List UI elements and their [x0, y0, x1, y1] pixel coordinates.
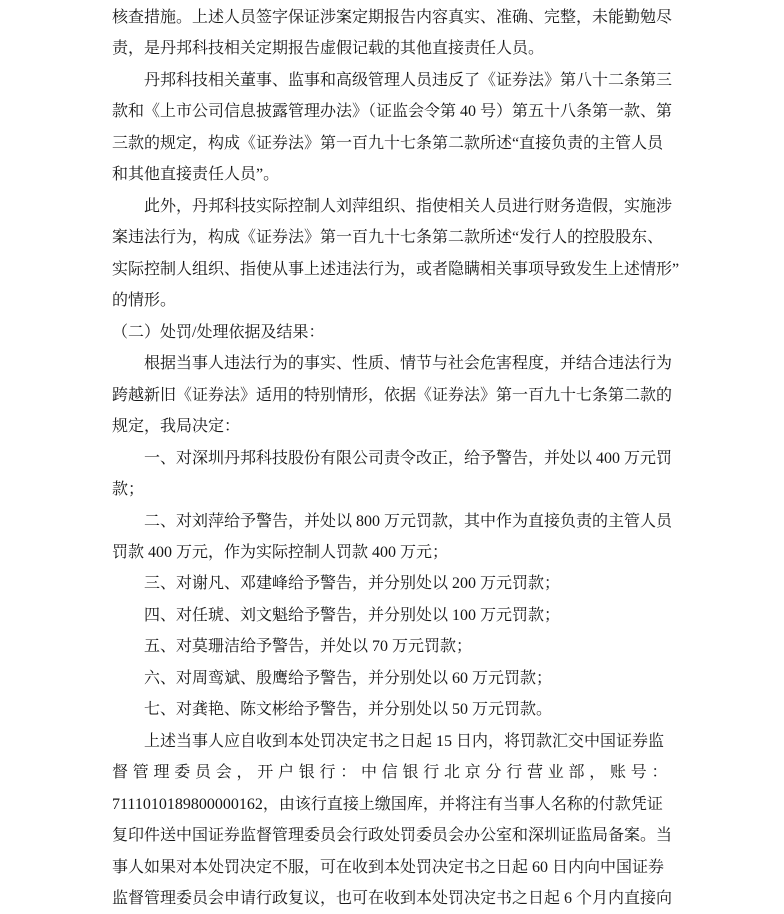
document-line: 和其他直接责任人员”。 [112, 166, 280, 184]
document-line: 核查措施。上述人员签字保证涉案定期报告内容真实、准确、完整，未能勤勉尽 [112, 9, 673, 26]
document-line: 监督管理委员会申请行政复议，也可在收到本处罚决定书之日起 6 个月内直接向 [112, 890, 673, 908]
document-line: 上述当事人应自收到本处罚决定书之日起 15 日内，将罚款汇交中国证券监 [144, 732, 665, 750]
document-line: 案违法行为，构成《证券法》第一百九十七条第二款所述“发行人的控股股东、 [112, 229, 664, 247]
document-line: 督管理委员会，开户银行：中信银行北京分行营业部，账号： [112, 764, 673, 782]
document-line: 复印件送中国证券监督管理委员会行政处罚委员会办公室和深圳证监局备案。当 [112, 827, 673, 845]
document-line: 此外，丹邦科技实际控制人刘萍组织、指使相关人员进行财务造假，实施涉 [144, 197, 673, 215]
penalty-item-line: 款； [112, 481, 145, 499]
document-line: 跨越新旧《证券法》适用的特别情形，依据《证券法》第一百九十七条第二款的 [112, 386, 673, 404]
document-line: 款和《上市公司信息披露管理办法》（证监会令第 40 号）第五十八条第一款、第 [112, 103, 673, 121]
penalty-item-line: 三、对谢凡、邓建峰给予警告，并分别处以 200 万元罚款； [144, 575, 561, 593]
penalty-item-line: 六、对周鸾斌、殷鹰给予警告，并分别处以 60 万元罚款； [144, 669, 553, 687]
penalty-item-line: 四、对任琥、刘文魁给予警告，并分别处以 100 万元罚款； [144, 606, 561, 624]
penalty-item-line: 七、对龚艳、陈文彬给予警告，并分别处以 50 万元罚款。 [144, 701, 553, 719]
penalty-item-line: 二、对刘萍给予警告，并处以 800 万元罚款，其中作为直接负责的主管人员 [144, 512, 673, 530]
document-line: 根据当事人违法行为的事实、性质、情节与社会危害程度，并结合违法行为 [144, 355, 673, 373]
bank-account-line: 7111010189800000162，由该行直接上缴国库，并将注有当事人名称的付款凭证 [112, 795, 663, 813]
penalty-item-line: 罚款 400 万元，作为实际控制人罚款 400 万元； [112, 543, 449, 561]
document-line: 的情形。 [112, 292, 177, 310]
document-line: 丹邦科技相关董事、监事和高级管理人员违反了《证券法》第八十二条第三 [144, 71, 673, 89]
penalty-item-line: 一、对深圳丹邦科技股份有限公司责令改正，给予警告，并处以 400 万元罚 [144, 449, 673, 467]
penalty-item-line: 五、对莫珊洁给予警告，并处以 70 万元罚款； [144, 638, 473, 656]
document-line: 三款的规定，构成《证券法》第一百九十七条第二款所述“直接负责的主管人员 [112, 134, 664, 152]
document-line: 规定，我局决定： [112, 418, 241, 436]
document-line: 事人如果对本处罚决定不服，可在收到本处罚决定书之日起 60 日内向中国证券 [112, 858, 665, 876]
document-line: 实际控制人组织、指使从事上述违法行为，或者隐瞒相关事项导致发生上述情形” [112, 260, 680, 278]
document-line: 责，是丹邦科技相关定期报告虚假记载的其他直接责任人员。 [112, 40, 545, 58]
section-heading: （二）处罚/处理依据及结果： [112, 323, 325, 341]
